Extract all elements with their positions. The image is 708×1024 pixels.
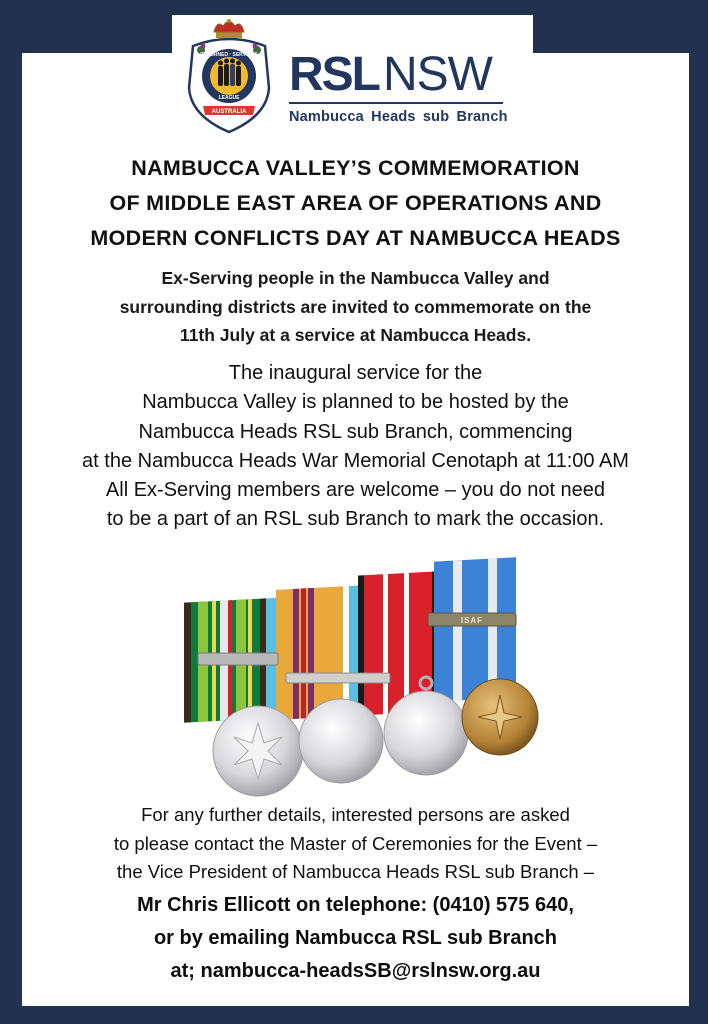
contact-phone: Mr Chris Ellicott on telephone: (0410) 575 640, <box>137 894 574 916</box>
contact-line: the Vice President of Nambucca Heads RSL sub Branch – <box>116 861 595 882</box>
crest-top-text: RETURNED · SERVICES <box>200 52 258 58</box>
intro-line: 11th July at a service at Nambucca Heads. <box>179 325 532 345</box>
contact-paragraph <box>22 801 689 887</box>
brand-name <box>289 50 529 100</box>
body-line: to be a part of an RSL sub Branch to mark the occasion. <box>106 508 605 531</box>
contact-line: to please contact the Master of Ceremonies for the Event – <box>113 832 598 854</box>
body-line: at the Nambucca Heads War Memorial Cenotaph at 11:00 AM <box>82 449 629 472</box>
crown-icon <box>214 19 244 38</box>
medal-2 <box>299 699 383 783</box>
clasp-1 <box>198 653 278 665</box>
brand-subtitle: Nambucca Heads sub Branch <box>289 109 508 125</box>
headline-line: NAMBUCCA VALLEY’S COMMEMORATION <box>131 156 580 180</box>
contact-line: For any further details, interested persons are asked <box>141 804 570 825</box>
headline-line: MODERN CONFLICTS DAY AT NAMBUCCA HEADS <box>90 226 621 250</box>
bar-suspender <box>286 673 390 683</box>
contact-email[interactable]: at; nambucca-headsSB@rslnsw.org.au <box>170 960 541 982</box>
headline <box>22 151 689 256</box>
brand-divider <box>289 102 503 104</box>
intro-line: surrounding districts are invited to commemorate on the <box>119 296 592 317</box>
body-paragraph <box>22 359 689 535</box>
crest-banner-text: AUSTRALIA <box>211 109 247 115</box>
service-medals-image <box>178 545 546 805</box>
body-line: The inaugural service for the <box>228 362 483 384</box>
brand-logo <box>289 50 529 125</box>
contact-details <box>22 889 689 988</box>
clasp-isaf-label: ISAF <box>460 616 484 625</box>
intro-line: Ex-Serving people in the Nambucca Valley and <box>161 268 550 288</box>
crest-middle-text: LEAGUE <box>218 95 240 101</box>
headline-line: OF MIDDLE EAST AREA OF OPERATIONS AND <box>109 191 602 215</box>
body-line: Nambucca Heads RSL sub Branch, commencing <box>138 420 573 443</box>
body-line: All Ex-Serving members are welcome – you do not need <box>105 479 606 502</box>
rsl-crest-icon <box>183 18 275 134</box>
body-line: Nambucca Valley is planned to be hosted by the <box>142 391 569 414</box>
medal-3 <box>384 691 468 775</box>
contact-email-intro: or by emailing Nambucca RSL sub Branch <box>153 927 558 949</box>
brand-nsw: NSW <box>383 48 492 101</box>
intro-paragraph <box>22 264 689 350</box>
brand-rsl: RSL <box>289 48 379 101</box>
